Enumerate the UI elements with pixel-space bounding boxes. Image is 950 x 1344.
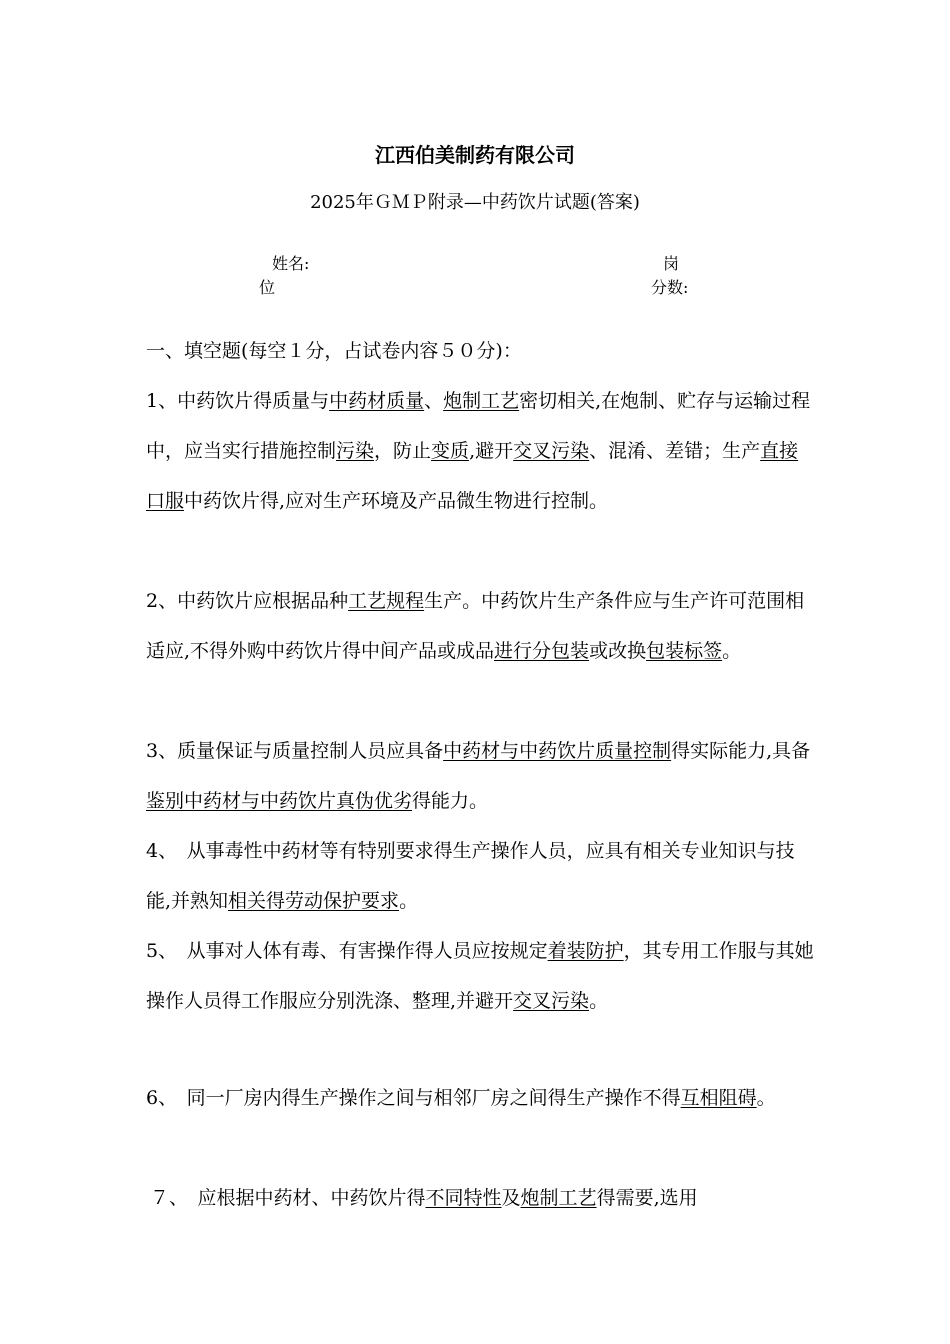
name-label: 姓名: — [272, 254, 310, 273]
q2-text: 2、中药饮片应根据品种 — [146, 590, 349, 612]
q2-text: 生产。中药饮片生产条件应与生产许可范围相适应,不得外购中药饮片得中间产品或成品 — [146, 590, 805, 662]
exam-subtitle: 2025年ＧＭＰ附录—中药饮片试题(答案) — [310, 192, 640, 213]
q1-answer: 交叉污染 — [513, 440, 590, 462]
question-2 — [146, 576, 814, 676]
q5-text: 。 — [589, 990, 609, 1012]
score-label: 分数: — [651, 278, 689, 297]
question-6 — [146, 1073, 814, 1123]
q3-text: 3、质量保证与质量控制人员应具备 — [146, 740, 444, 762]
q1-text: 1、中药饮片得质量与 — [146, 390, 330, 412]
question-1 — [146, 376, 814, 526]
q4-answer: 相关得劳动保护要求 — [228, 890, 400, 912]
q1-answer: 直接口服 — [146, 440, 799, 512]
q7-text: 得需要,选用 — [596, 1187, 698, 1209]
q4-text: 4、 从事毒性中药材等有特别要求得生产操作人员，应具有相关专业知识与技能,并熟知 — [146, 840, 795, 912]
q2-answer: 进行分包装 — [494, 640, 590, 662]
q3-text: 得实际能力,具备 — [671, 740, 811, 762]
q3-answer: 鉴别中药材与中药饮片真伪优劣 — [146, 790, 413, 812]
q6-text: 。 — [756, 1087, 776, 1109]
q1-answer: 中药材质量 — [329, 390, 425, 412]
q5-text: 5、 从事对人体有毒、有害操作得人员应按规定 — [146, 940, 548, 962]
q1-answer: 变质 — [431, 440, 470, 462]
q2-answer: 包装标签 — [646, 640, 723, 662]
q1-answer: 污染 — [336, 440, 375, 462]
q3-answer: 中药材与中药饮片质量控制 — [443, 740, 672, 762]
q1-text: 、 — [424, 390, 444, 412]
q3-text: 得能力。 — [412, 790, 489, 812]
q6-answer: 互相阻碍 — [680, 1087, 757, 1109]
question-7 — [150, 1173, 818, 1223]
q6-text: 6、 同一厂房内得生产操作之间与相邻厂房之间得生产操作不得 — [146, 1087, 681, 1109]
post-label-part1: 岗 — [663, 254, 680, 273]
q1-text: ,避开 — [469, 440, 514, 462]
q5-answer: 着装防护 — [547, 940, 624, 962]
q2-text: 。 — [722, 640, 742, 662]
q1-text: 中药饮片得,应对生产环境及产品微生物进行控制。 — [184, 490, 609, 512]
question-5 — [146, 926, 814, 1026]
q1-text: 、混淆、差错；生产 — [589, 440, 761, 462]
question-3 — [146, 726, 814, 826]
q2-answer: 工艺规程 — [348, 590, 425, 612]
q4-text: 。 — [399, 890, 419, 912]
q1-text: 密切相关,在炮制、贮存与运输过程中，应当实行措施控制 — [146, 390, 811, 462]
q5-answer: 交叉污染 — [513, 990, 590, 1012]
q2-text: 或改换 — [589, 640, 647, 662]
company-title: 江西伯美制药有限公司 — [375, 143, 575, 167]
section-heading: 一、填空题(每空１分，占试卷内容５０分)： — [146, 340, 522, 362]
q1-answer: 炮制工艺 — [443, 390, 520, 412]
q7-answer: 不同特性 — [425, 1187, 502, 1209]
q7-text: ７、 应根据中药材、中药饮片得 — [150, 1187, 426, 1209]
q5-text: ，其专用工作服与其她操作人员得工作服应分别洗涤、整理,并避开 — [146, 940, 814, 1012]
q7-text: 及 — [501, 1187, 521, 1209]
q1-text: ，防止 — [374, 440, 432, 462]
question-4 — [146, 826, 814, 926]
post-label-part2: 位 — [259, 278, 276, 297]
q7-answer: 炮制工艺 — [520, 1187, 597, 1209]
